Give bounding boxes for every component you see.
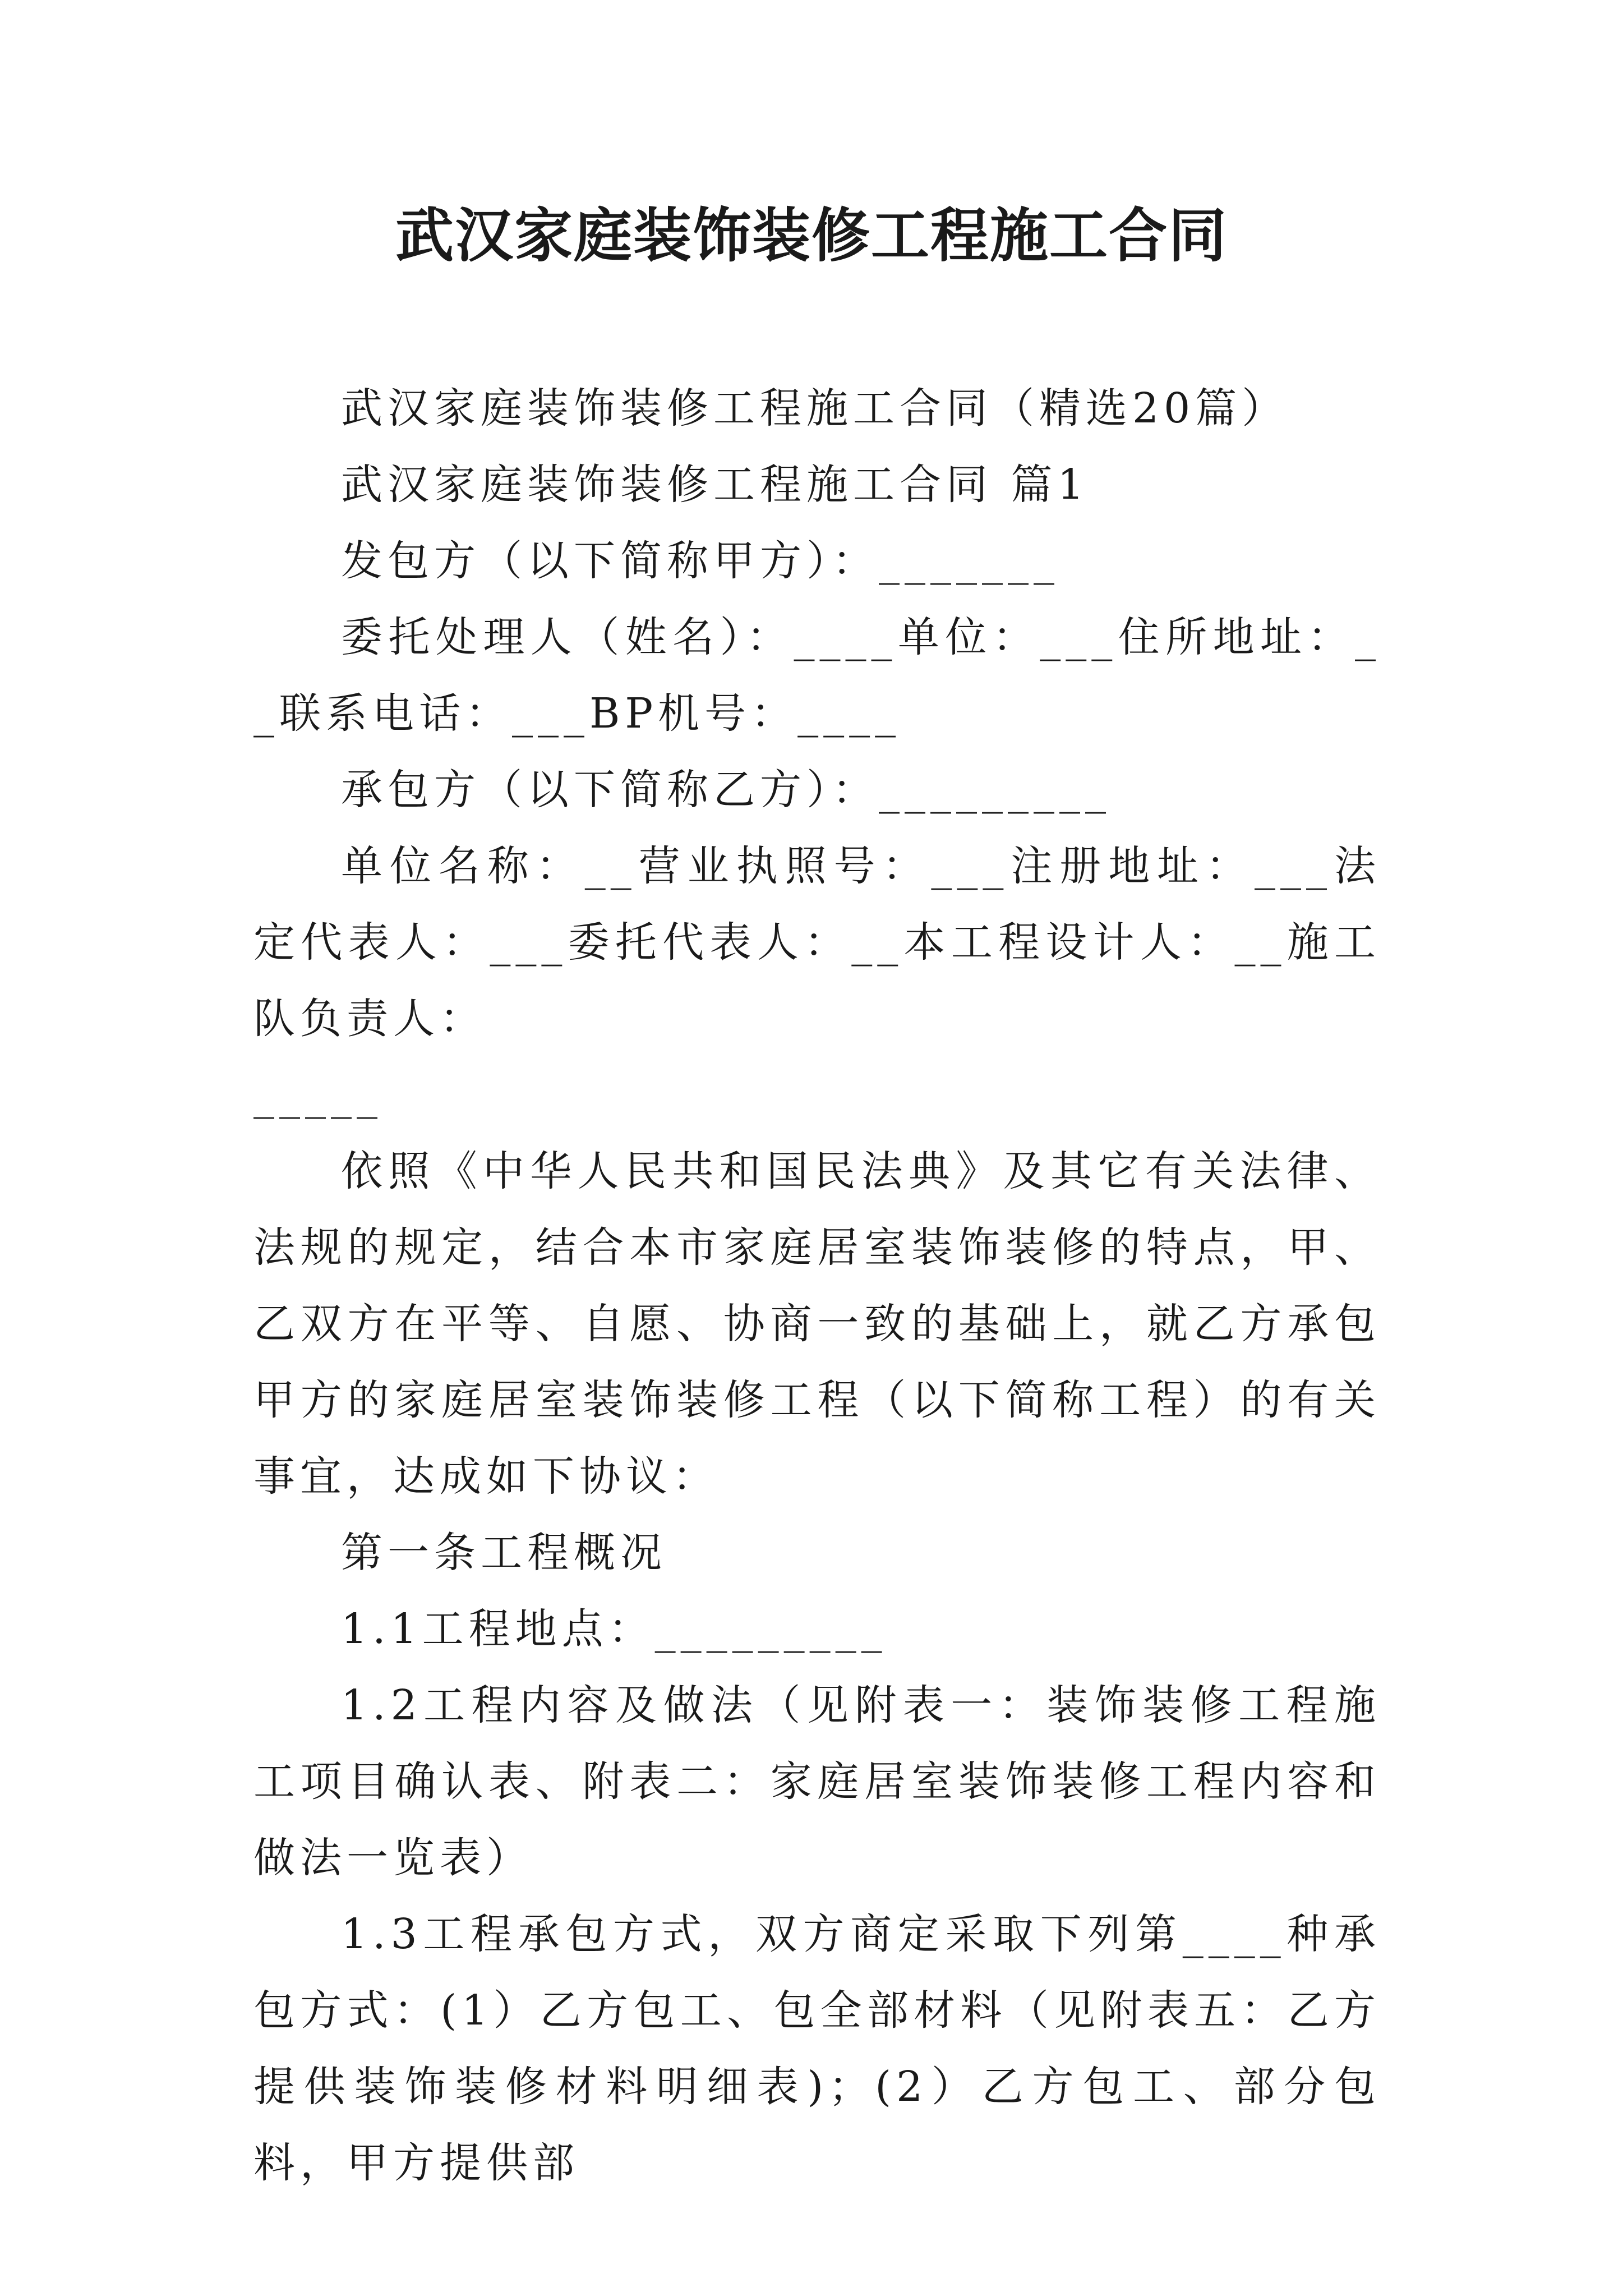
paragraph-clause-1-1: 1.1工程地点：_________: [341, 1605, 887, 1653]
paragraph-blank-line: _____: [253, 1071, 382, 1119]
paragraph-company-info: 单位名称：__营业执照号：___注册地址：___法定代表人：___委托代表人：__本工程设计人：__施工队负责人：: [253, 842, 1381, 1043]
document-body: [253, 370, 1381, 2201]
paragraph-party-b: 承包方（以下简称乙方）：_________: [341, 766, 1111, 814]
paragraph-subtitle: 武汉家庭装饰装修工程施工合同（精选20篇）: [341, 384, 1289, 432]
paragraph-article-1-heading: 第一条工程概况: [341, 1529, 667, 1577]
paragraph-party-a: 发包方（以下简称甲方）：_______: [341, 537, 1059, 585]
paragraph-agent-info: 委托处理人（姓名）：____单位：___住所地址：__联系电话：___BP机号：____: [253, 613, 1381, 738]
paragraph-preamble: 依照《中华人民共和国民法典》及其它有关法律、法规的规定，结合本市家庭居室装饰装修的特点，甲、乙双方在平等、自愿、协商一致的基础上，就乙方承包甲方的家庭居室装饰装修工程（以下简称工程）的有关事宜，达成如下协议：: [253, 1147, 1381, 1501]
paragraph-clause-1-3: 1.3工程承包方式，双方商定采取下列第____种承包方式：(1）乙方包工、包全部材料（见附表五：乙方提供装饰装修材料明细表)；(2）乙方包工、部分包料，甲方提供部: [253, 1910, 1381, 2187]
paragraph-clause-1-2: 1.2工程内容及做法（见附表一：装饰装修工程施工项目确认表、附表二：家庭居室装饰装修工程内容和做法一览表）: [253, 1681, 1381, 1882]
paragraph-section-heading: 武汉家庭装饰装修工程施工合同 篇1: [341, 461, 1089, 509]
document-title: 武汉家庭装饰装修工程施工合同: [395, 201, 1228, 270]
